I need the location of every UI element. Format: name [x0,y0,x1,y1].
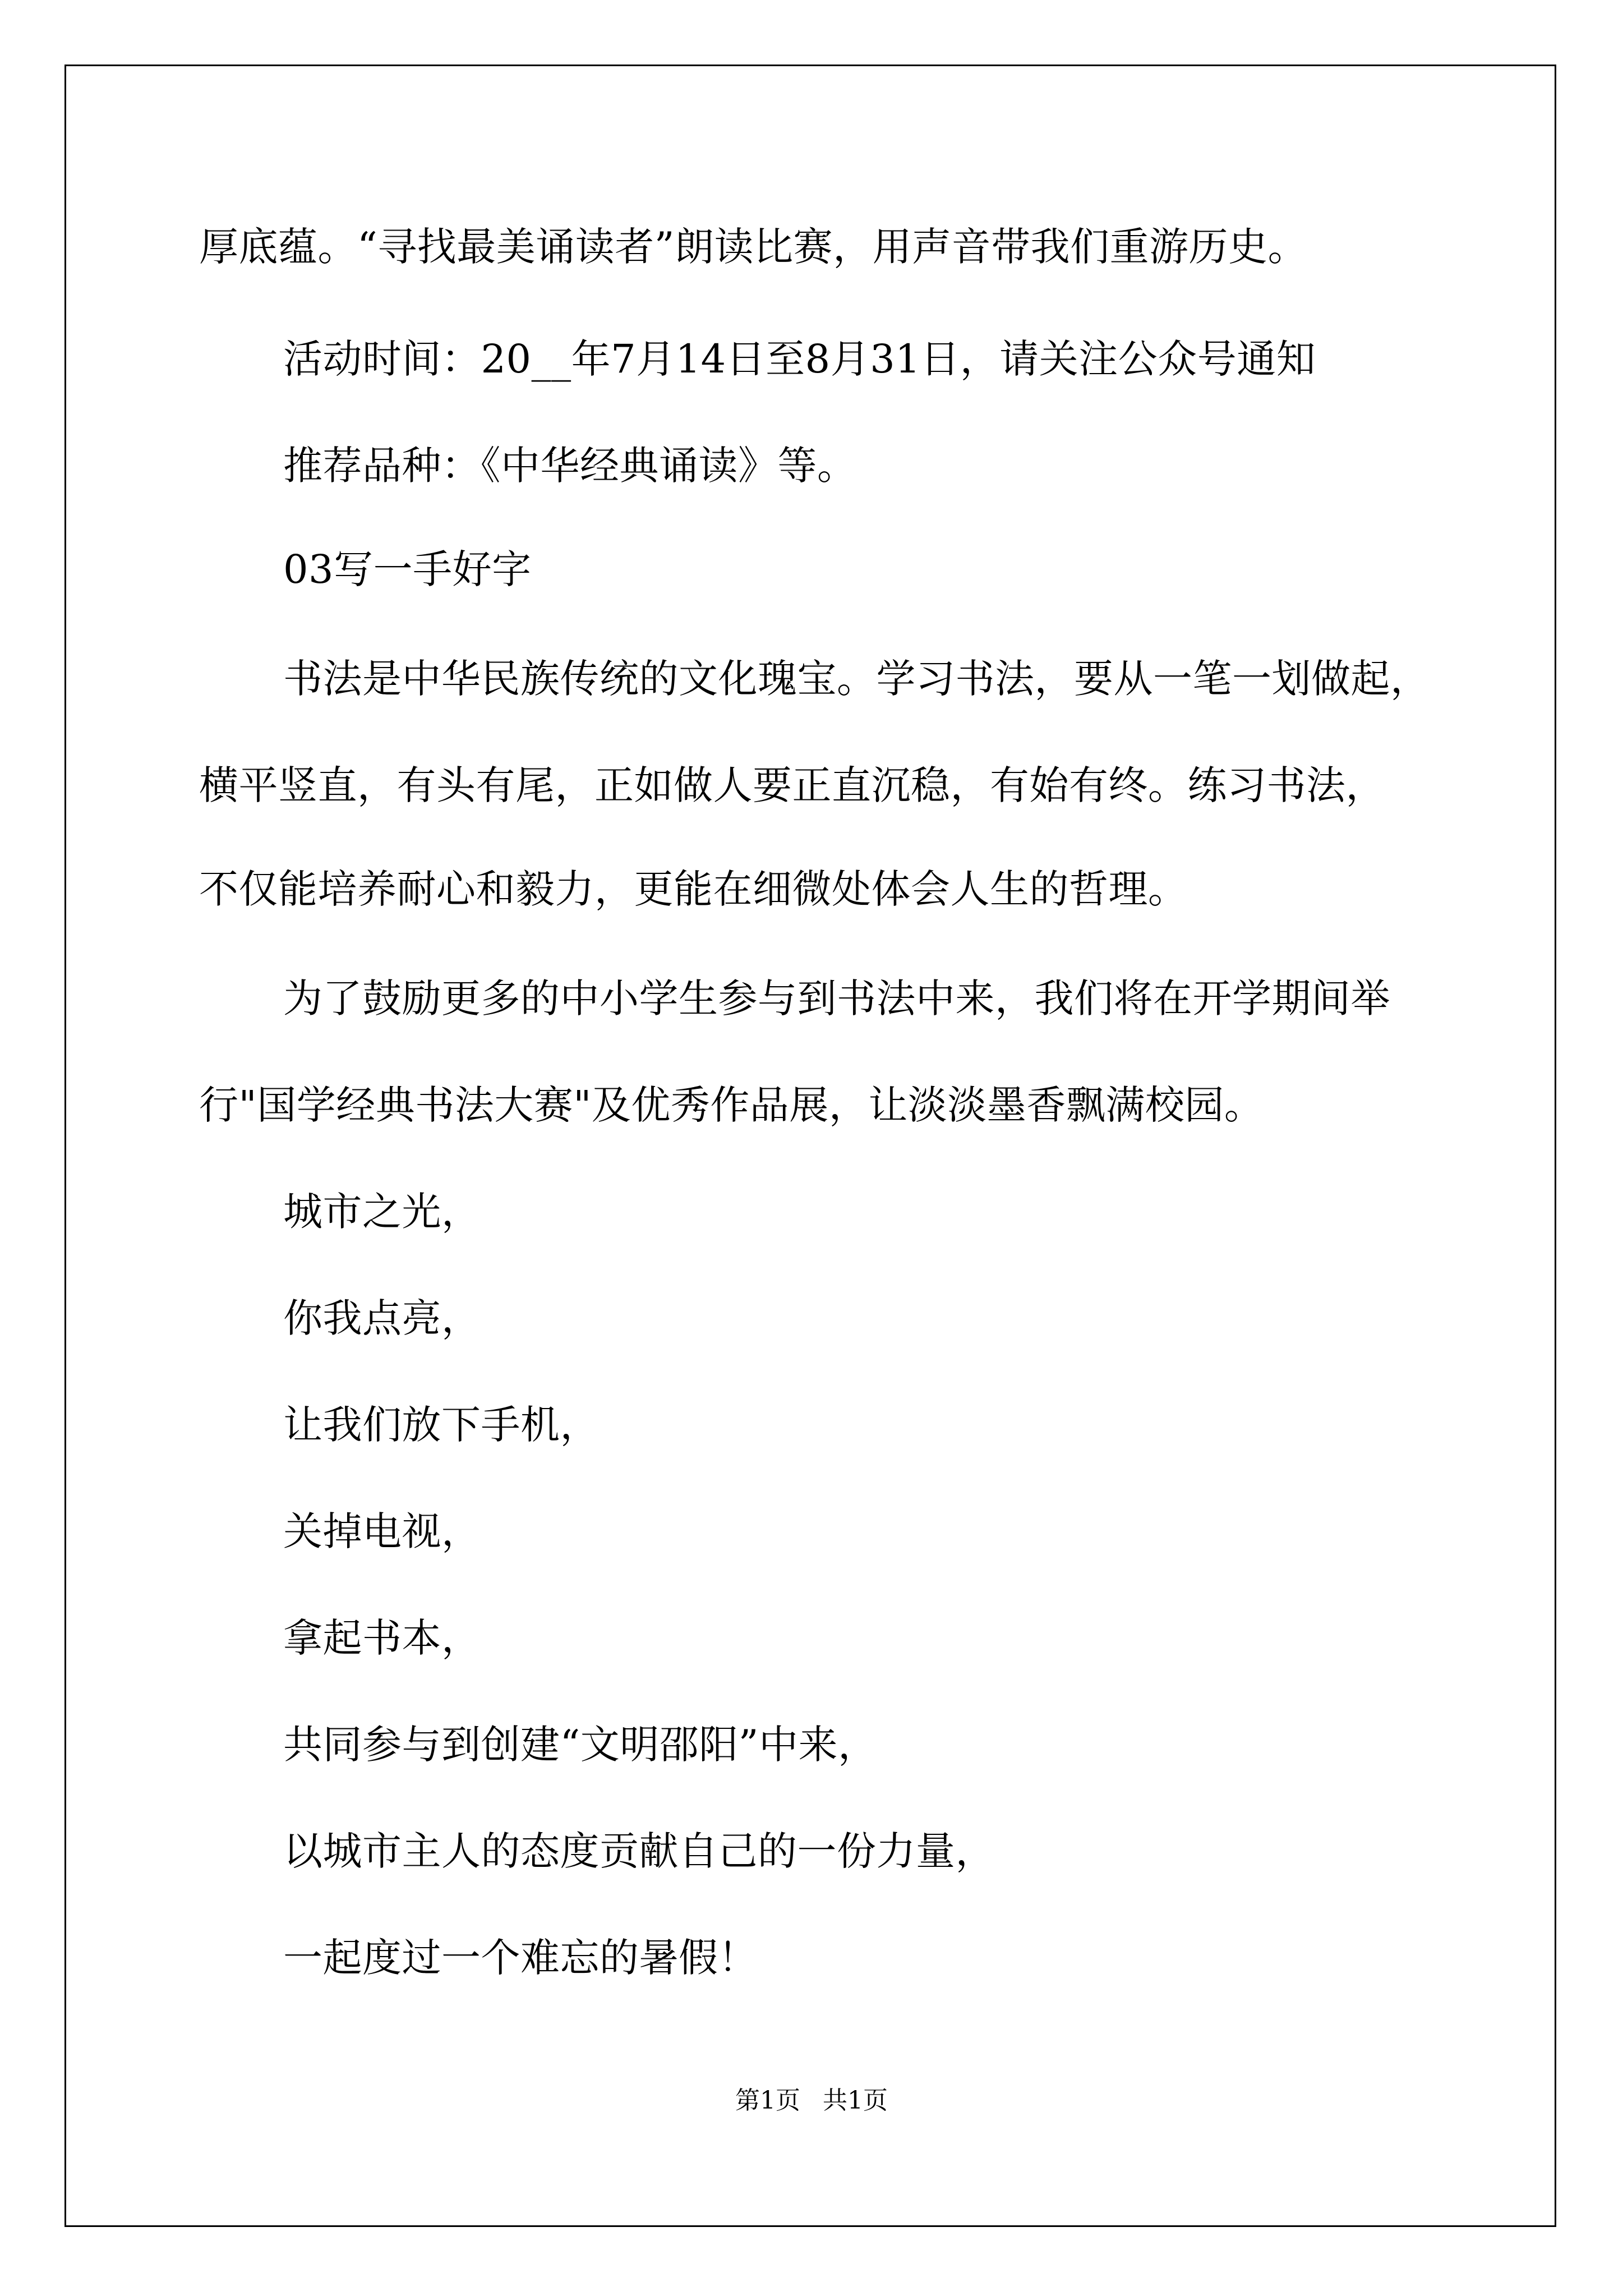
poem-line: 一起度过一个难忘的暑假！ [283,1935,758,1981]
paragraph-line: 不仅能培养耐心和毅力，更能在细微处体会人生的哲理。 [199,866,1188,912]
poem-line: 拿起书本， [283,1615,481,1661]
page-footer [0,2084,1623,2118]
paragraph-line: 活动时间：20__年7月14日至8月31日，请关注公众号通知 [283,336,1316,382]
paragraph-line: 书法是中华民族传统的文化瑰宝。学习书法，要从一笔一划做起， [283,656,1430,702]
page-total: 共1页 [823,2086,888,2115]
paragraph-line: 行"国学经典书法大赛"及优秀作品展，让淡淡墨香飘满校园。 [199,1082,1264,1128]
poem-line: 城市之光， [283,1189,481,1235]
page-number: 第1页 [735,2086,800,2115]
poem-line: 以城市主人的态度贡献自己的一份力量， [283,1828,995,1874]
paragraph-line: 厚底蕴。“寻找最美诵读者”朗读比赛，用声音带我们重游历史。 [199,224,1308,270]
poem-line: 让我们放下手机， [283,1402,600,1448]
poem-line: 关掉电视， [283,1508,481,1554]
paragraph-line: 横平竖直，有头有尾，正如做人要正直沉稳，有始有终。练习书法， [199,762,1385,808]
section-heading: 03写一手好字 [283,546,532,592]
poem-line: 你我点亮， [283,1295,481,1341]
paragraph-line: 为了鼓励更多的中小学生参与到书法中来，我们将在开学期间举 [283,976,1390,1022]
poem-line: 共同参与到创建“文明邵阳”中来， [283,1722,878,1768]
paragraph-line: 推荐品种：《中华经典诵读》等。 [283,443,857,489]
page-border [64,65,1556,2227]
